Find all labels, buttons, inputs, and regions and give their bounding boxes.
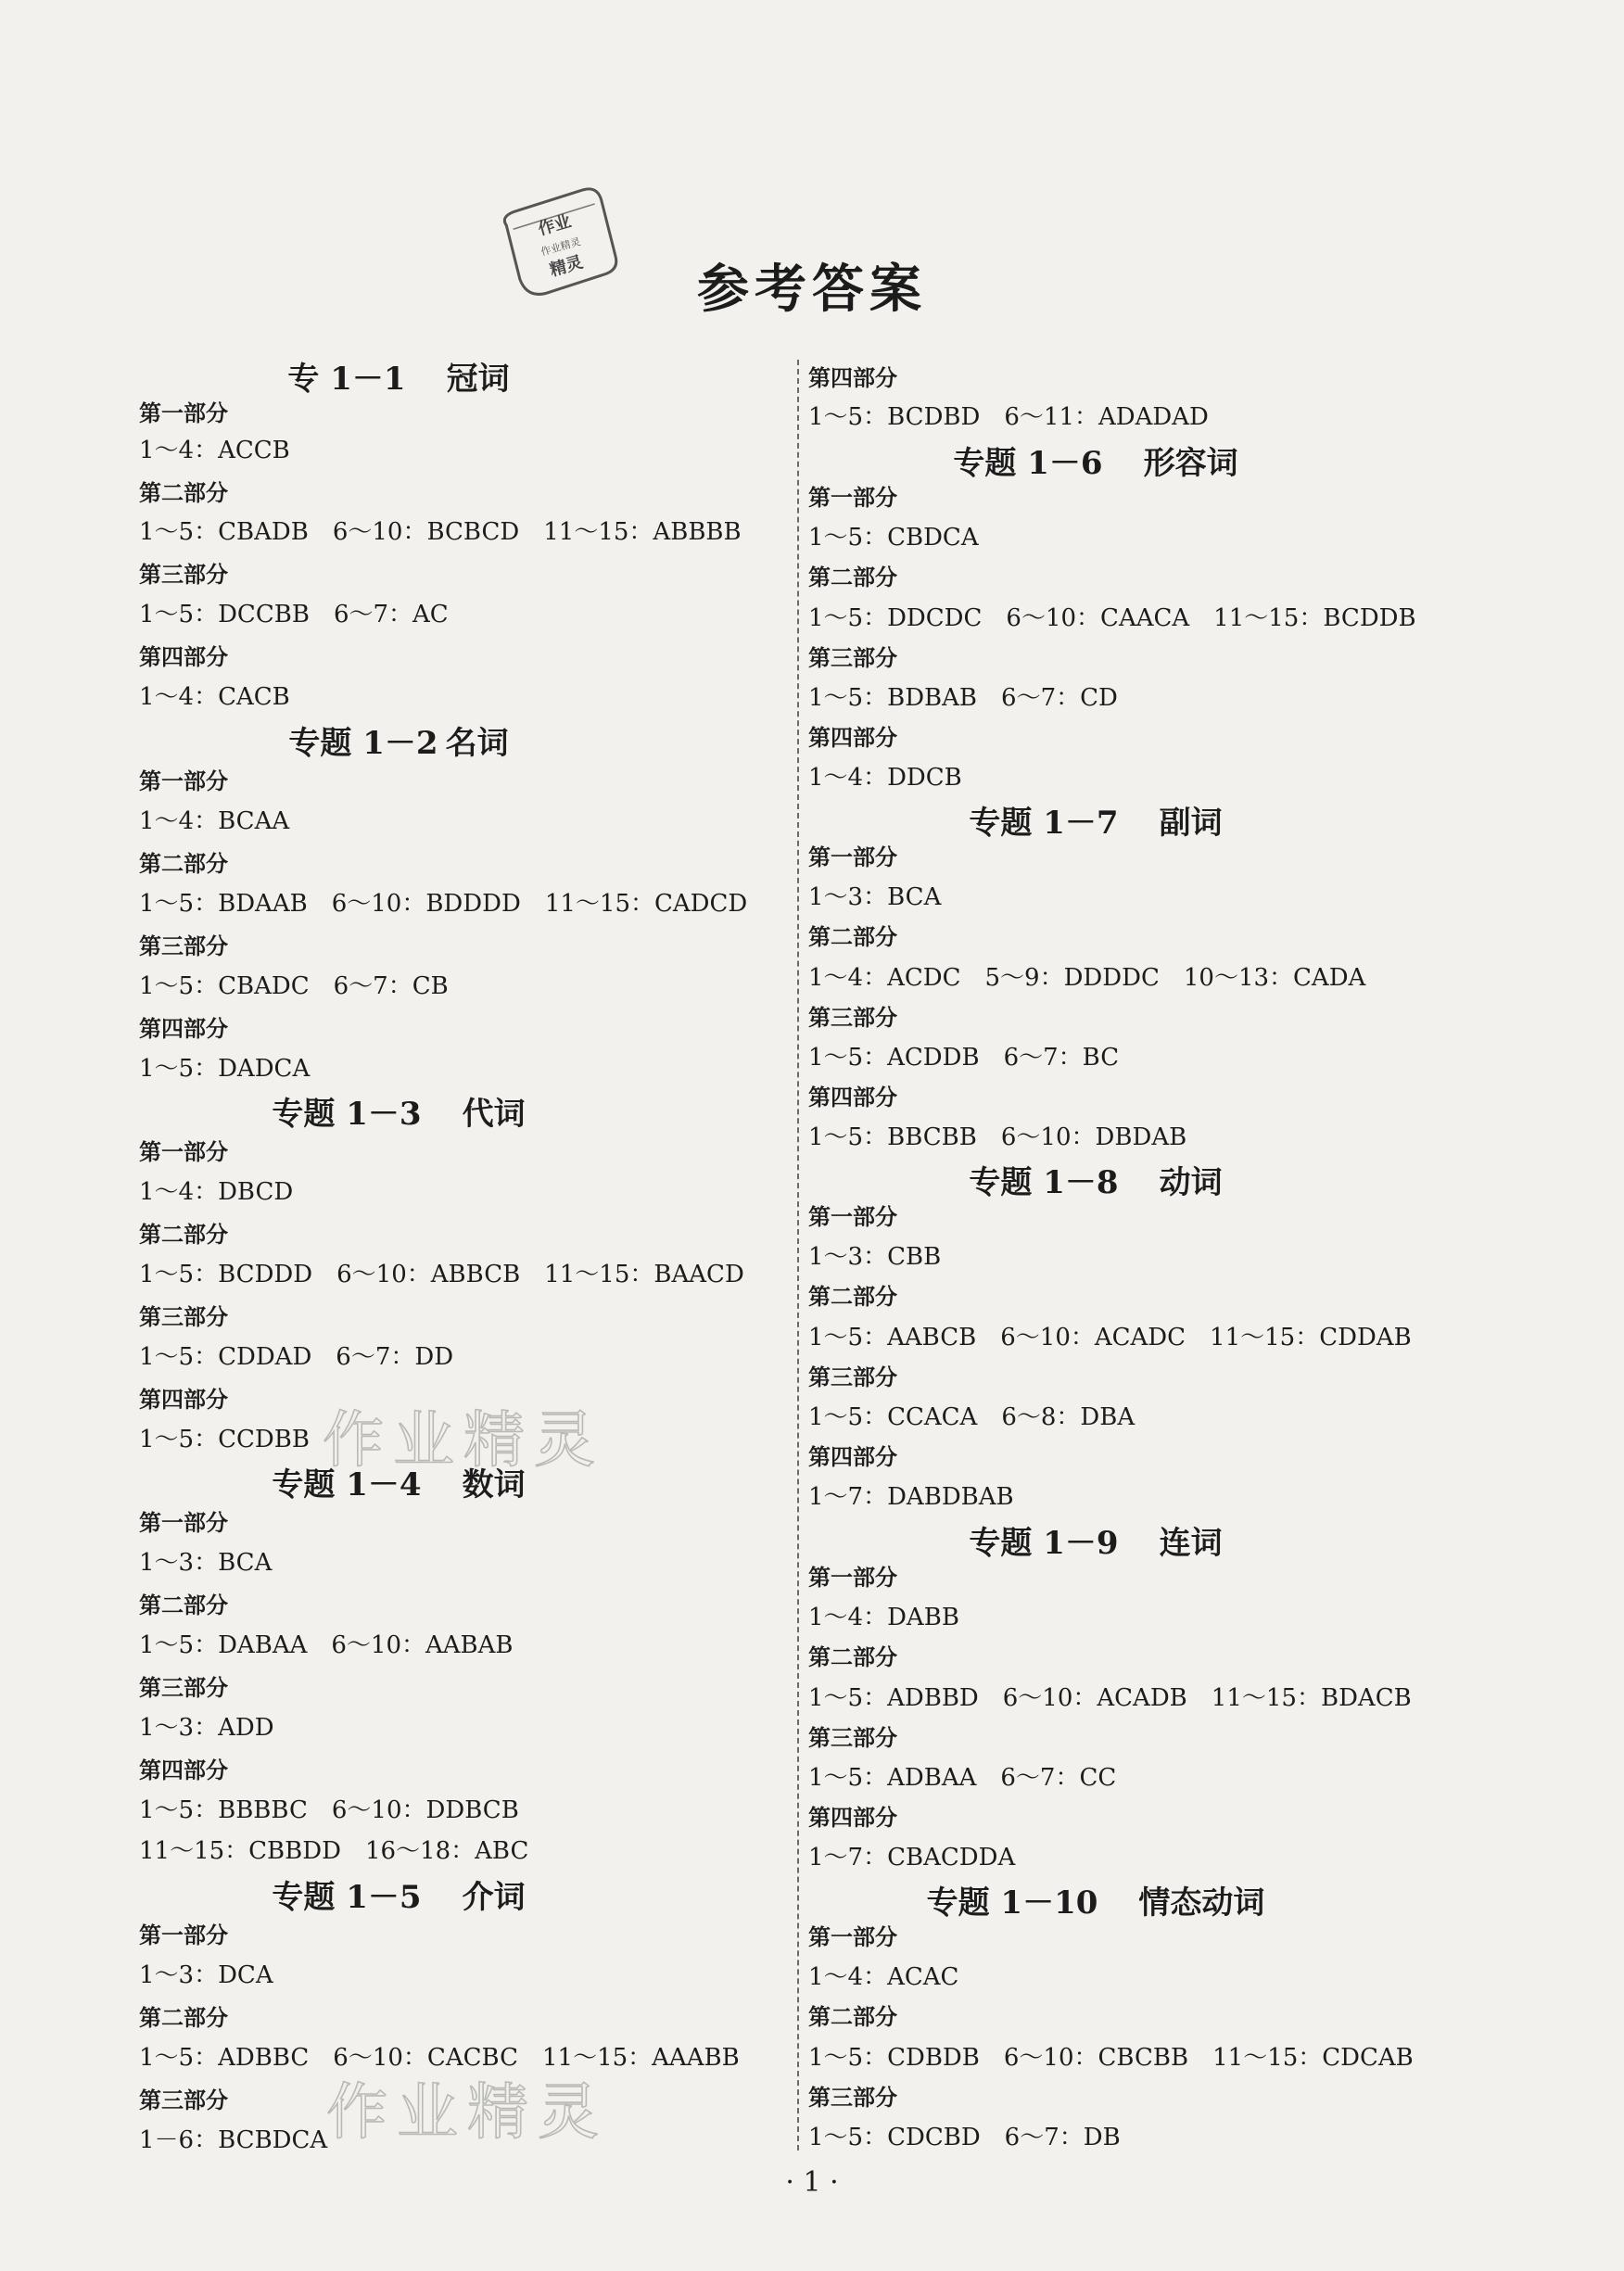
answer-line	[808, 1684, 1436, 1712]
answer-range: 1～5：DDCDC	[808, 604, 983, 632]
answer-range: 1～5：CDBDB	[808, 2044, 980, 2072]
part-label: 第二部分	[808, 1644, 897, 1670]
section-topic: 形容词	[1143, 445, 1238, 482]
section-number: 专题 1－10	[926, 1884, 1098, 1922]
answer-line	[808, 1844, 1039, 1871]
section-topic: 代词	[462, 1096, 526, 1133]
answer-range: 6～10：BDDDD	[331, 890, 521, 918]
part-label: 第一部分	[808, 1204, 897, 1230]
answer-line	[139, 1178, 317, 1206]
part-label: 第三部分	[808, 1725, 897, 1751]
part-label: 第二部分	[139, 480, 228, 506]
answer-line	[139, 683, 314, 711]
section-topic: 副词	[1159, 805, 1223, 842]
section-number: 专题 1－3	[272, 1096, 422, 1133]
answer-line	[808, 1403, 1159, 1431]
answer-range: 6～10：CAACA	[1006, 604, 1190, 632]
answer-range: 11～15：CADCD	[544, 890, 748, 918]
answer-range: 6～7：DD	[336, 1343, 454, 1371]
answer-range: 1～4：DDCB	[808, 764, 962, 792]
answer-range: 1～3：CBB	[808, 1243, 942, 1271]
watermark: 作业精灵	[323, 1404, 604, 1476]
part-label: 第三部分	[139, 562, 228, 588]
answer-range: 6～10：DDBCB	[331, 1796, 519, 1824]
section-heading	[808, 1884, 1383, 1922]
section-number: 专题 1－7	[969, 805, 1119, 842]
part-label: 第二部分	[808, 2004, 897, 2030]
part-label: 第三部分	[139, 2087, 228, 2113]
part-label: 第一部分	[808, 1565, 897, 1591]
answer-range: 1～5：CBADB	[139, 518, 309, 546]
section-number: 专题 1－9	[969, 1525, 1119, 1562]
part-label: 第四部分	[808, 1444, 897, 1470]
answer-range: 6～7：CC	[1000, 1764, 1117, 1792]
answer-range: 1－6：BCBDCA	[139, 2126, 328, 2154]
answer-range: 6～11：ADADAD	[1004, 403, 1209, 431]
answer-range: 6～7：CD	[1001, 684, 1118, 712]
section-heading	[808, 1164, 1383, 1201]
answer-line	[808, 764, 986, 792]
answer-range: 1～7：CBACDDA	[808, 1844, 1016, 1871]
part-label: 第三部分	[139, 1675, 228, 1701]
answer-range: 6～10：ACADB	[1002, 1684, 1187, 1712]
answer-range: 11～15：BCDDB	[1213, 604, 1416, 632]
section-heading	[808, 445, 1383, 482]
column-divider	[797, 360, 799, 2150]
answer-range: 1～3：ADD	[139, 1714, 274, 1742]
part-label: 第二部分	[808, 1284, 897, 1310]
part-label: 第二部分	[139, 1222, 228, 1248]
answer-range: 16～18：ABC	[364, 1837, 529, 1865]
watermark: 作业精灵	[326, 2076, 608, 2148]
answer-range: 1～5：CCDBB	[139, 1426, 310, 1453]
section-number: 专题 1－4	[272, 1466, 422, 1503]
answer-range: 1～5：CDDAD	[139, 1343, 312, 1371]
answer-range: 6～10：CACBC	[333, 2044, 518, 2072]
answer-line	[808, 1044, 1143, 1072]
answer-line	[808, 1243, 965, 1271]
answer-range: 6～8：DBA	[1001, 1403, 1136, 1431]
answer-line	[808, 2124, 1145, 2151]
part-label: 第一部分	[139, 400, 228, 426]
answer-line	[139, 1837, 552, 1865]
section-number: 专题 1－8	[969, 1164, 1119, 1201]
section-number: 专题 1－6	[953, 445, 1103, 482]
answer-range: 1～5：CCACA	[808, 1403, 978, 1431]
answer-line	[139, 601, 473, 628]
answer-range: 11～15：BDACB	[1211, 1684, 1412, 1712]
part-label: 第四部分	[139, 644, 228, 670]
answer-range: 1～5：CBDCA	[808, 524, 979, 552]
answer-range: 1～7：DABDBAB	[808, 1483, 1014, 1511]
part-label: 第二部分	[808, 924, 897, 950]
answer-line	[139, 1055, 334, 1083]
answer-line	[139, 807, 313, 835]
part-label: 第四部分	[808, 365, 897, 391]
answer-range: 6～10：ACADC	[1000, 1324, 1186, 1351]
answer-range: 1～4：ACDC	[808, 964, 961, 992]
answer-line	[139, 1714, 298, 1742]
answer-range: 1～5：AABCB	[808, 1324, 977, 1351]
answer-range: 6～7：BC	[1003, 1044, 1120, 1072]
section-number: 专题 1－2	[288, 725, 438, 762]
answer-range: 1～5：BDBAB	[808, 684, 978, 712]
answer-range: 1～4：ACCB	[139, 437, 290, 464]
answer-line	[139, 972, 473, 1000]
part-label: 第二部分	[808, 565, 897, 590]
answer-range: 1～4：CACB	[139, 683, 290, 711]
answer-range: 1～4：BCAA	[139, 807, 290, 835]
section-topic: 情态动词	[1138, 1884, 1265, 1922]
answer-range: 6～7：AC	[333, 601, 449, 628]
page-number: · 1 ·	[785, 2166, 839, 2199]
part-label: 第二部分	[139, 2005, 228, 2031]
seal-middle-text: 作业精灵	[539, 235, 582, 259]
answer-range: 11～15：BAACD	[544, 1261, 744, 1288]
part-label: 第三部分	[139, 1304, 228, 1330]
answer-line	[808, 2044, 1438, 2072]
answer-range: 1～5：DCCBB	[139, 601, 310, 628]
part-label: 第四部分	[139, 1387, 228, 1413]
part-label: 第三部分	[808, 1005, 897, 1031]
section-topic: 冠词	[446, 361, 510, 398]
answer-line	[808, 1764, 1140, 1792]
section-number: 专题 1－5	[272, 1879, 422, 1916]
answer-range: 1～5：ACDDB	[808, 1044, 980, 1072]
answer-range: 1～5：ADBBD	[808, 1684, 979, 1712]
answer-line	[808, 524, 1003, 552]
answer-range: 6～10：DBDAB	[1000, 1123, 1187, 1151]
part-label: 第一部分	[808, 485, 897, 511]
answer-line	[808, 604, 1440, 632]
answer-line	[139, 2126, 351, 2154]
answer-range: 6～7：CB	[333, 972, 449, 1000]
section-topic: 连词	[1159, 1525, 1223, 1562]
answer-line	[139, 1549, 296, 1577]
section-topic: 介词	[462, 1879, 526, 1916]
answer-range: 6～10：BCBCD	[332, 518, 520, 546]
part-label: 第一部分	[139, 1139, 228, 1165]
part-label: 第三部分	[808, 1364, 897, 1390]
answer-range: 1～4：DBCD	[139, 1178, 294, 1206]
part-label: 第四部分	[808, 1085, 897, 1110]
part-label: 第四部分	[808, 725, 897, 751]
part-label: 第一部分	[139, 1922, 228, 1948]
answer-range: 10～13：CADA	[1183, 964, 1366, 992]
part-label: 第三部分	[808, 645, 897, 671]
answer-line	[808, 1963, 983, 1991]
answer-range: 1～5：BCDBD	[808, 403, 981, 431]
section-heading	[139, 725, 658, 762]
answer-range: 11～15：CDDAB	[1210, 1324, 1412, 1351]
page-title: 参考答案	[697, 259, 927, 320]
answer-range: 1～5：BDAAB	[139, 890, 308, 918]
answer-line	[139, 1261, 768, 1288]
answer-line	[139, 1343, 477, 1371]
answer-line	[808, 403, 1233, 431]
part-label: 第一部分	[808, 1924, 897, 1950]
answer-range: 1～3：BCA	[808, 883, 942, 911]
section-heading	[139, 1879, 658, 1916]
part-label: 第一部分	[139, 768, 228, 794]
answer-range: 1～5：BBBBC	[139, 1796, 308, 1824]
answer-range: 1～3：BCA	[139, 1549, 273, 1577]
seal-top-text: 作业	[536, 211, 574, 240]
section-heading	[139, 1096, 658, 1133]
answer-range: 11～15：AAABB	[541, 2044, 740, 2072]
answer-range: 1～5：CDCBD	[808, 2124, 981, 2151]
answer-line	[139, 1961, 298, 1989]
section-topic: 数词	[462, 1466, 526, 1503]
section-topic: 动词	[1159, 1164, 1223, 1201]
answer-line	[139, 518, 766, 546]
answer-range: 1～5：DABAA	[139, 1631, 308, 1659]
answer-line	[139, 1631, 538, 1659]
answer-range: 6～10：CBCBB	[1003, 2044, 1189, 2072]
answer-line	[139, 890, 771, 918]
part-label: 第三部分	[139, 933, 228, 959]
answer-line	[808, 1604, 983, 1631]
part-label: 第四部分	[139, 1757, 228, 1783]
part-label: 第四部分	[808, 1805, 897, 1831]
answer-line	[139, 437, 314, 464]
answer-range: 6～10：ABBCB	[336, 1261, 521, 1288]
answer-range: 1～3：DCA	[139, 1961, 273, 1989]
answer-range: 11～15：ABBBB	[543, 518, 742, 546]
answer-line	[808, 1324, 1436, 1351]
answer-range: 1～5：ADBBC	[139, 2044, 310, 2072]
part-label: 第二部分	[139, 851, 228, 877]
answer-range: 6～10：AABAB	[331, 1631, 514, 1659]
answer-range: 1～5：ADBAA	[808, 1764, 977, 1792]
answer-line	[808, 964, 1389, 992]
answer-range: 11～15：CDCAB	[1212, 2044, 1414, 2072]
answer-range: 1～5：DADCA	[139, 1055, 311, 1083]
answer-line	[139, 1426, 334, 1453]
answer-range: 5～9：DDDDC	[984, 964, 1160, 992]
part-label: 第一部分	[139, 1510, 228, 1536]
section-number: 专 1－1	[287, 361, 406, 398]
answer-range: 1～4：ACAC	[808, 1963, 959, 1991]
section-heading	[808, 805, 1383, 842]
part-label: 第三部分	[808, 2085, 897, 2111]
answer-line	[808, 883, 965, 911]
section-heading	[808, 1525, 1383, 1562]
section-topic: 名词	[445, 725, 509, 762]
answer-line	[808, 1123, 1211, 1151]
answer-line	[139, 1796, 543, 1824]
section-heading	[139, 361, 658, 398]
answer-range: 11～15：CBBDD	[139, 1837, 341, 1865]
seal-bottom-text: 精灵	[547, 252, 586, 281]
answer-range: 1～5：BCDDD	[139, 1261, 313, 1288]
part-label: 第二部分	[139, 1592, 228, 1618]
answer-line	[808, 1483, 1038, 1511]
answer-range: 6～7：DB	[1004, 2124, 1121, 2151]
part-label: 第一部分	[808, 844, 897, 870]
answer-line	[808, 684, 1142, 712]
answer-range: 1～5：CBADC	[139, 972, 310, 1000]
answer-range: 1～4：DABB	[808, 1604, 959, 1631]
part-label: 第四部分	[139, 1016, 228, 1042]
answer-range: 1～5：BBCBB	[808, 1123, 977, 1151]
